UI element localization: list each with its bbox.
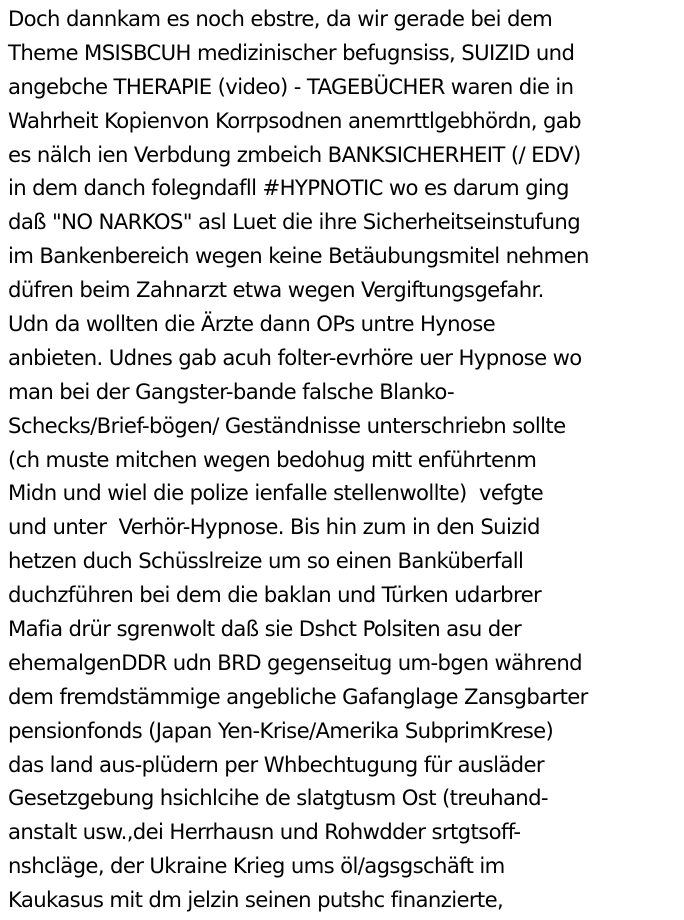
text-line-8: im Bankenbereich wegen keine Betäubungsmitel nehmen [8,243,589,269]
text-line-27: Kaukasus mit dm jelzin seinen putshc finanzierte, [8,887,504,913]
text-line-21: dem fremdstämmige angebliche Gafanglage Zansgbarter [8,683,588,709]
text-line-17: hetzen duch Schüsslreize um so einen Banküberfall [8,548,524,574]
text-line-22: pensionfonds (Japan Yen-Krise/Amerika SubprimKrese) [8,717,554,743]
text-line-12: man bei der Gangster-bande falsche Blanko- [8,378,455,404]
text-line-1: Doch dannkam es noch ebstre, da wir gerade bei dem [8,6,553,31]
text-line-5: es nälch ien Verbdung zmbeich BANKSICHERHEIT (/ EDV) [8,141,581,167]
text-line-13: Schecks/Brief-bögen/ Geständnisse unterschriebn sollte [8,412,566,438]
text-line-14: (ch muste mitchen wegen bedohug mitt enführtenm [8,446,537,472]
body-text [8,2,684,917]
text-line-6: in dem danch folegndafll #HYPNOTIC wo es darum ging [8,175,569,201]
text-line-9: düfren beim Zahnarzt etwa wegen Vergiftungsgefahr. [8,277,544,303]
text-line-10: Udn da wollten die Ärzte dann OPs untre Hynose [8,311,496,337]
text-line-15: Midn und wiel die polize ienfalle stellenwollte) vefgte [8,480,543,506]
text-line-16: und unter Verhör-Hypnose. Bis hin zum in den Suizid [8,514,540,540]
text-line-24: Gesetzgebung hsichlcihe de slatgtusm Ost (treuhand- [8,785,548,811]
text-line-25: anstalt usw.,dei Herrhausn und Rohwdder srtgtsoff- [8,819,521,845]
text-line-26: nshcläge, der Ukraine Krieg ums öl/agsgschäft im [8,853,505,879]
text-line-3: angebche THERAPIE (video) - TAGEBÜCHER waren die in [8,73,574,99]
text-line-19: Mafia drür sgrenwolt daß sie Dshct Polsiten asu der [8,616,522,642]
text-line-11: anbieten. Udnes gab acuh folter-evrhöre uer Hypnose wo [8,344,582,370]
text-line-23: das land aus-plüdern per Whbechtugung für ausläder [8,751,544,777]
text-line-2: Theme MSISBCUH medizinischer befugnsiss, SUIZID und [8,39,575,65]
text-line-7: daß "NO NARKOS" asl Luet die ihre Sicherheitseinstufung [8,209,581,235]
text-line-4: Wahrheit Kopienvon Korrpsodnen anemrttlgebhördn, gab [8,107,581,133]
text-line-18: duchzführen bei dem die baklan und Türken udarbrer [8,582,542,608]
text-line-20: ehemalgenDDR udn BRD gegenseitug um-bgen während [8,649,582,675]
